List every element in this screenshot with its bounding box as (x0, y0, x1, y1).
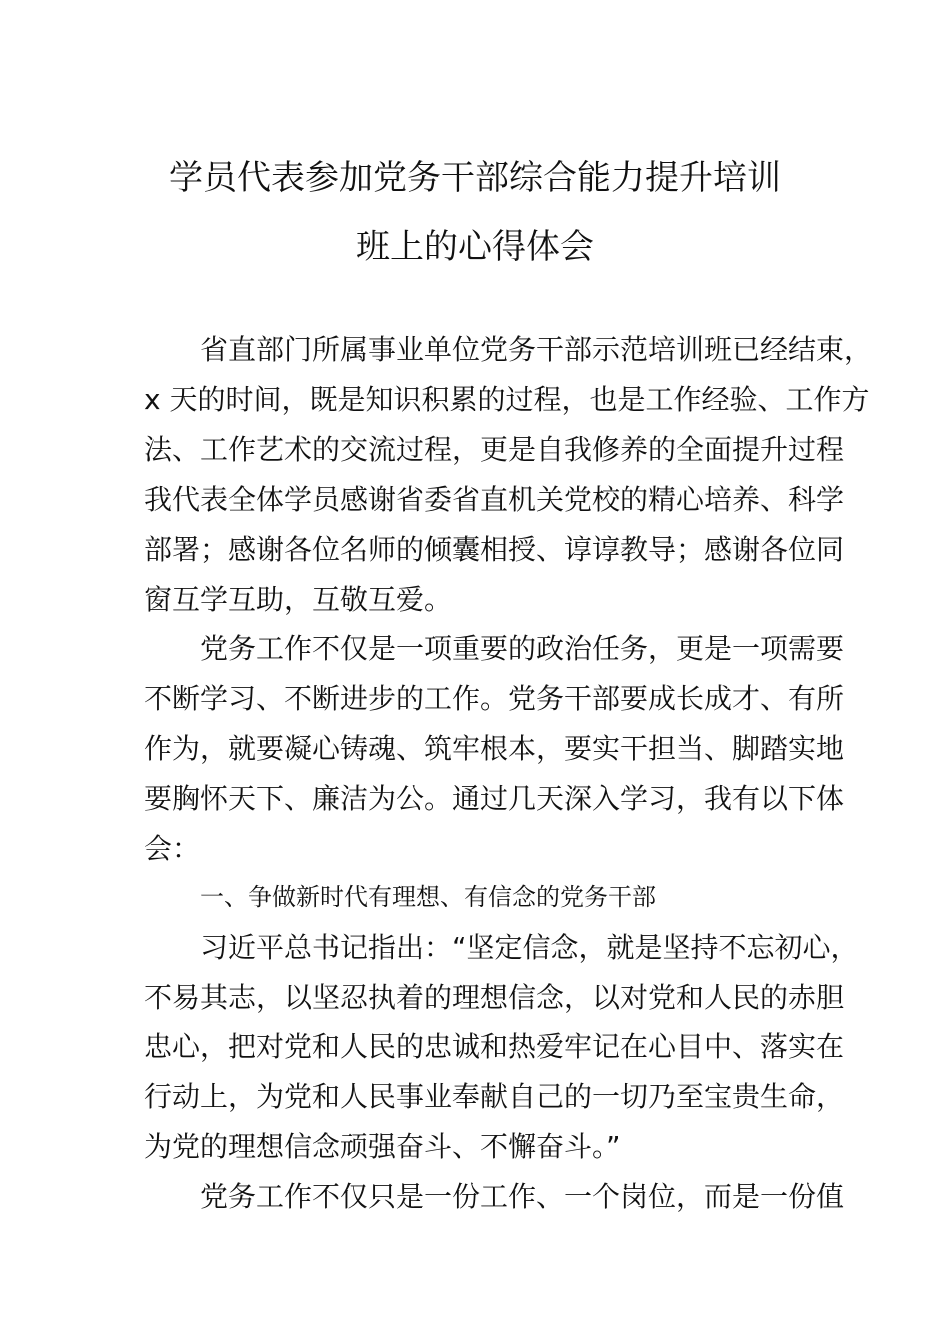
body-line: 要胸怀天下、廉洁为公。通过几天深入学习，我有以下体 (144, 782, 845, 815)
body-line: 行动上，为党和人民事业奉献自己的一切乃至宝贵生命， (144, 1080, 845, 1113)
body-line: 会： (144, 832, 201, 865)
body-line: 党务工作不仅只是一份工作、一个岗位，而是一份值 (144, 1180, 845, 1213)
body-line: 忠心，把对党和人民的忠诚和热爱牢记在心目中、落实在 (144, 1030, 845, 1063)
body-line: 习近平总书记指出：“坚定信念，就是坚持不忘初心， (144, 931, 859, 964)
body-line: 不易其志，以坚忍执着的理想信念，以对党和人民的赤胆 (144, 981, 845, 1014)
body-line: x 天的时间，既是知识积累的过程，也是工作经验、工作方 (144, 383, 870, 416)
body-line: 不断学习、不断进步的工作。党务干部要成长成才、有所 (144, 682, 845, 715)
body-line: 窗互学互助，互敬互爱。 (144, 583, 453, 616)
body-line: 省直部门所属事业单位党务干部示范培训班已经结束， (144, 333, 873, 366)
document-title-line-1: 学员代表参加党务干部综合能力提升培训 (169, 158, 781, 198)
body-line: 党务工作不仅是一项重要的政治任务，更是一项需要 (144, 632, 845, 665)
section-heading: 一、争做新时代有理想、有信念的党务干部 (200, 883, 656, 911)
body-line: 我代表全体学员感谢省委省直机关党校的精心培养、科学 (144, 483, 845, 516)
document-title-line-2: 班上的心得体会 (356, 227, 594, 267)
body-line: 作为，就要凝心铸魂、筑牢根本，要实干担当、脚踏实地 (144, 732, 845, 765)
body-line: 部署；感谢各位名师的倾囊相授、谆谆教导；感谢各位同 (144, 533, 845, 566)
body-line: 为党的理想信念顽强奋斗、不懈奋斗。” (144, 1130, 621, 1163)
body-line: 法、工作艺术的交流过程，更是自我修养的全面提升过程 (144, 433, 845, 466)
